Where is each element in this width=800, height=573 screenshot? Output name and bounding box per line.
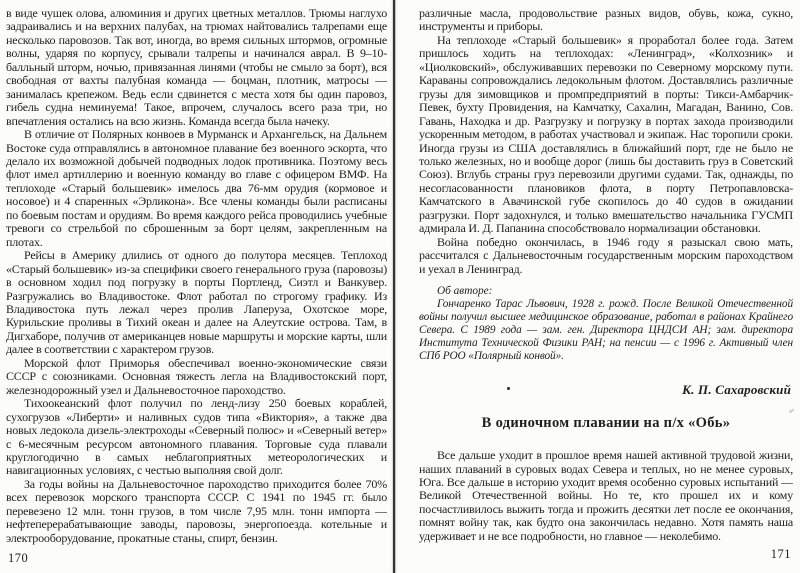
- paragraph: Тихоокеанский флот получил по ленд-лизу 250 боевых кораблей, сухогрузов «Либерти» и наливных судов типа «Виктория», а также два новых ледокола дизель-электроходы «Северный полюс» и «Северный ветер» с 6-месячным ресурсом автономного плавания. Торговые суда плавали круглогодично в самых неблагоприятных метеорологических и навигационных условиях, с честью выполняя свой долг.: [6, 396, 387, 478]
- paragraph: Все дальше уходит в прошлое время нашей активной трудовой жизни, наших плаваний в суровых водах Севера и теплых, но не менее суровых, Юга. Все дальше в историю уходит время особенно суровых испытаний — Великой Отечественной войны. Но те, кто прошел их и кому посчастливилось выжить тогда и прожить десятки лет после ее окончания, помнят войну так, как будто она закончилась недавно. Хотя память наша удерживает и не все подробности, но главное — неколебимо.: [419, 448, 793, 543]
- about-author-note: [419, 285, 793, 363]
- author-byline: К. П. Сахаровский: [682, 382, 791, 398]
- page-number-left: 170: [8, 551, 29, 565]
- paragraph: Рейсы в Америку длились от одного до полутора месяцев. Теплоход «Старый большевик» из-за специфики своего генерального груза (паровозы) в основном ходил под погрузку в порты Портленд, Сиэтл и Ванкувер. Разгружались во Владивостоке. Флот работал по строгому графику. Из Владивостока путь лежал через пролив Лаперуза, Охотское море, Курильские проливы в Тихий океан и далее на Алеутские острова. Там, в Дигхаборе, получив от американцев новые маршруты и морские карты, шли далее в соответствии с характером грузов.: [6, 248, 387, 357]
- paragraph: в виде чушек олова, алюминия и других цветных металлов. Трюмы наглухо задраивались и на верхних палубах, на трюмах найтовались талрепами еще несколько паровозов. Так вот, иногда, во время сильных штормов, огромные волны, ударяя по корпусу, срывали талрепы и начинался аврал. В 9–10-балльный шторм, ночью, привязанная линями (чтобы не смыло за борт), вся свободная от вахты палубная команда — боцман, плотник, матросы — занималась крепежом. Ведь если сдвинется с места хотя бы один паровоз, гибель судна неминуема! Такое, впрочем, случалось всего раза три, но впечатления остались на всю жизнь. Команда всегда была начеку.: [6, 7, 387, 128]
- paragraph: На теплоходе «Старый большевик» я проработал более года. Затем пришлось ходить на теплоходах: «Ленинград», «Колхозник» и «Циолковский», обслуживавших перевозки по Северному морскому пути. Караваны сопровождались ледокольным флотом. Доставлялись различные грузы для зимовщиков и промпредприятий в порты: Тикси-Амбарчик-Певек, бухту Провидения, на Камчатку, Сахалин, Магадан, Ванино, Сов. Гавань, Находка и др. Разгрузку и погрузку в портах захода производили ускоренным методом, в работах участвовал и экипаж. Нас торопили сроки. Иногда грузы из США доставлялись в ближайший порт, где не было не только железных, но и вообще дорог (лишь бы доставить груз в Советский Союз). Вглубь страны груз перевозили другими судами. Так, однажды, по несогласованности плановиков флота, в порту Петропавловска-Камчатского в Авачинской губе скопилось до 40 судов в ожидании разгрузки. Порт задохнулся, и только вмешательство начальника ГУСМП адмирала И. Д. Папанина способствовало нормализации обстановки.: [419, 32, 793, 236]
- ink-dot: [507, 387, 510, 390]
- about-author-text: Гончаренко Тарас Львович, 1928 г. рожд. После Великой Отечественной войны получил высшее медицинское образование, работал в районах Крайнего Севера. С 1989 года — зам. ген. Директора ЦНДСИ АН; зам. директора Института Технической Физики РАН; на пенсии — с 1996 г. Активный член СПб РОО «Полярный конвой».: [419, 298, 793, 363]
- page-number-right: 171: [770, 547, 791, 561]
- chapter-heading: В одиночном плавании на п/х «Обь»: [481, 415, 731, 432]
- paragraph: За годы войны на Дальневосточное пароходство приходится более 70% всех перевозок морского транспорта СССР. С 1941 по 1945 гг. было перевезено 12 млн. тонн грузов, в том числе 7,95 млн. тонн импорта — нефтеперерабатывающие заводы, паровозы, энергопоезда. котельные и электрооборудование, прокатные станы, спирт, бензин.: [6, 476, 387, 545]
- left-page: [6, 7, 387, 551]
- right-page: [419, 7, 793, 559]
- paragraph: различные масла, продовольствие разных видов, обувь, кожа, сукно, инструменты и приборы.: [419, 7, 793, 34]
- page-gutter-line: [393, 0, 395, 573]
- paragraph: В отличие от Полярных конвоев в Мурманск и Архангельск, на Дальнем Востоке суда отправлялись в автономное плавание без военного эскорта, что делало их возможной добычей подводных лодок противника. Поэтому весь флот имел артиллерию и военную команду во главе с офицером ВМФ. На теплоходе «Старый большевик» имелось два 76-мм орудия (кормовое и носовое) и 4 спаренных «Эрликона». Все члены команды были расписаны по боевым постам и орудиям. Во время каждого рейса проводились учебные тревоги со стрельбой по сброшенным за борт целям, закрепленным на плотах.: [6, 127, 387, 249]
- paragraph: Морской флот Приморья обеспечивал военно-экономические связи СССР с союзниками. Основная тяжесть легла на Владивостокский порт, железнодорожный узел и Дальневосточное пароходство.: [6, 355, 387, 397]
- paragraph: Война победно окончилась, в 1946 году я разыскал свою мать, рассчитался с Дальневосточным государственным морским пароходством и уехал в Ленинград.: [419, 234, 793, 276]
- about-author-label: Об авторе:: [437, 285, 493, 298]
